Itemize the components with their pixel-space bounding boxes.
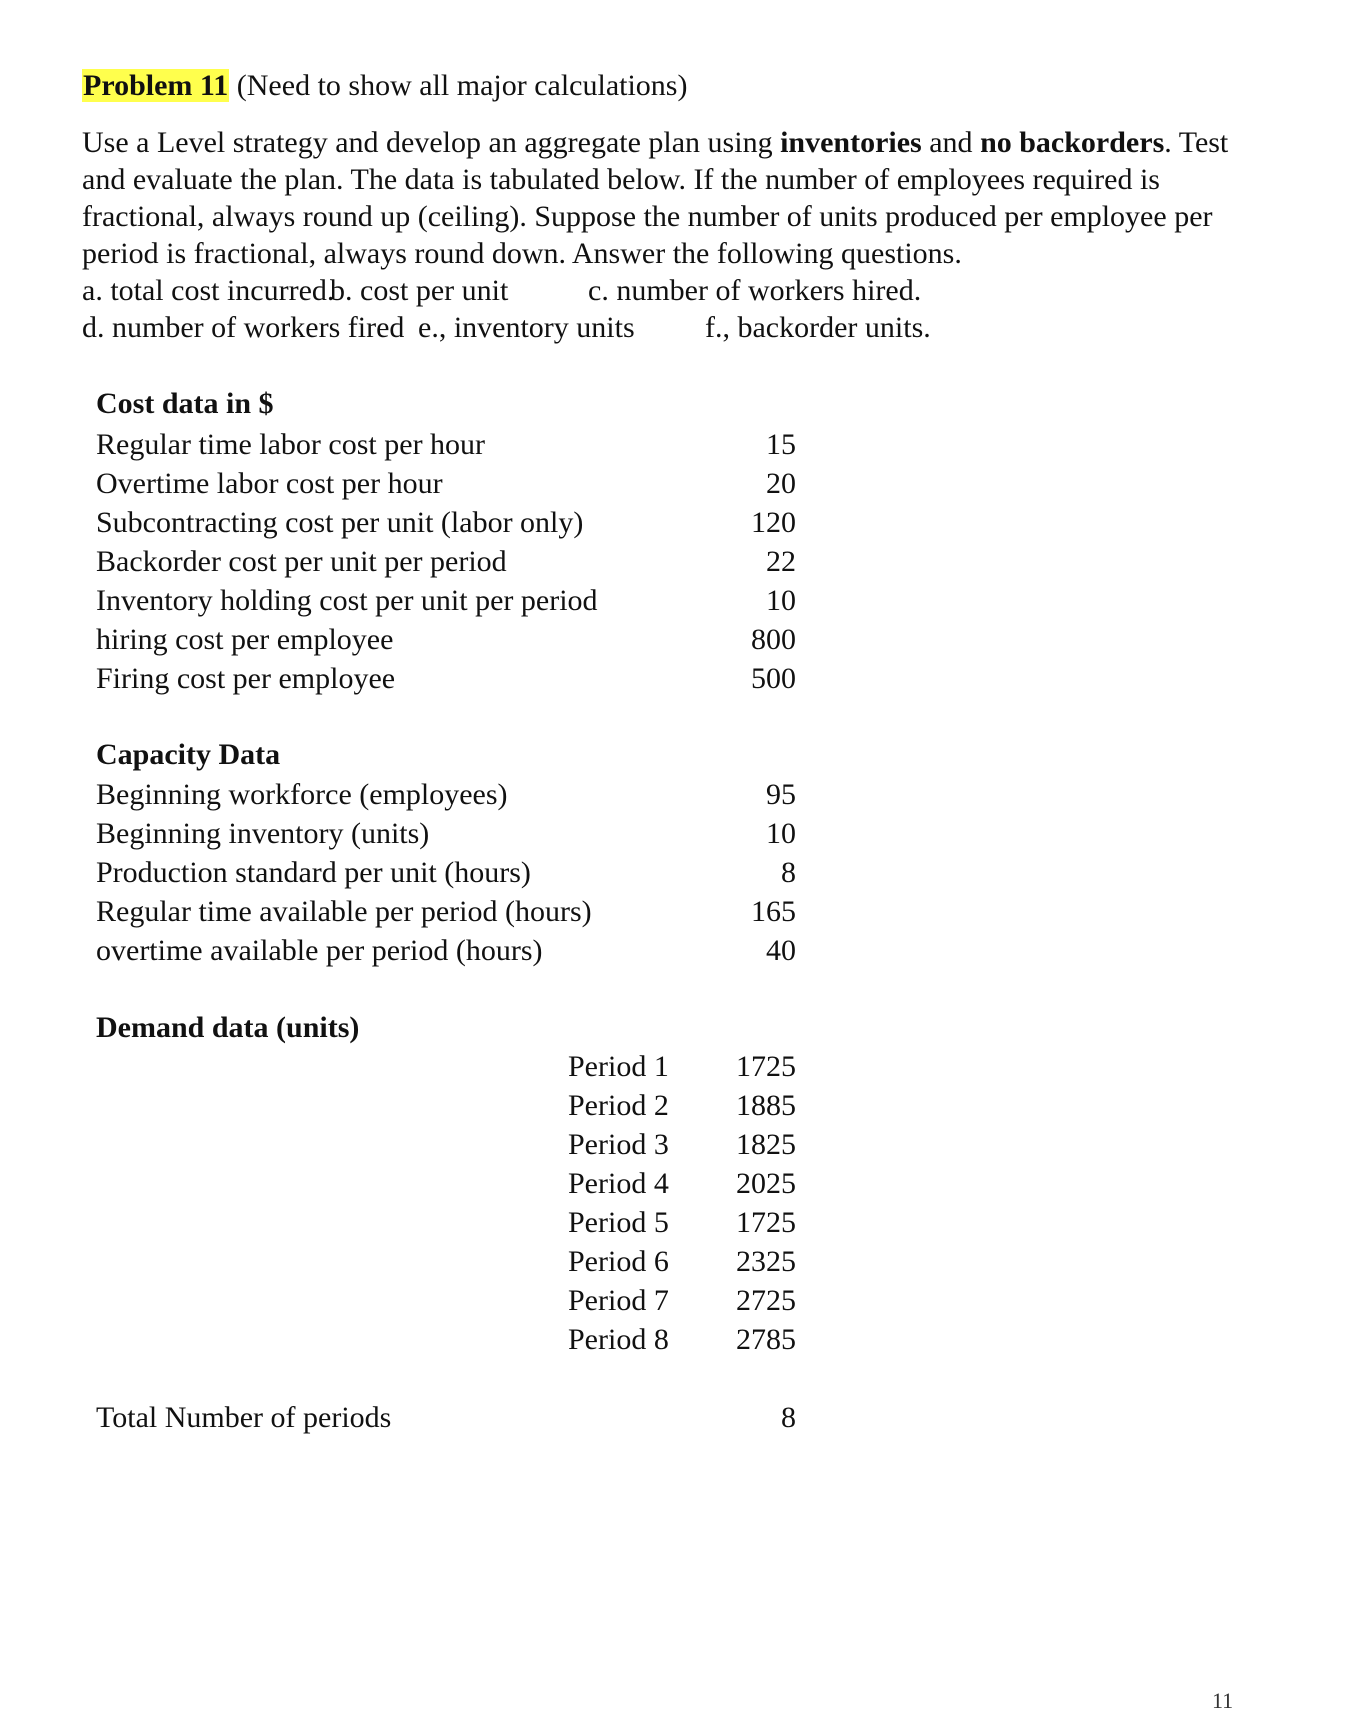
- cost-row: [96, 542, 796, 581]
- demand-row: [568, 1086, 796, 1125]
- demand-period-label: Period 4: [568, 1167, 669, 1200]
- demand-period-label: Period 6: [568, 1245, 669, 1278]
- cost-label: Firing cost per employee: [96, 662, 396, 695]
- cost-label: Inventory holding cost per unit per period: [96, 584, 598, 617]
- question-e: e., inventory units: [418, 311, 635, 344]
- cost-value: 800: [751, 623, 796, 656]
- cost-row: [96, 425, 796, 464]
- demand-period-label: Period 3: [568, 1128, 669, 1161]
- cost-label: Subcontracting cost per unit (labor only): [96, 506, 584, 539]
- demand-row: [568, 1320, 796, 1359]
- capacity-value: 10: [766, 817, 796, 850]
- cost-label: Overtime labor cost per hour: [96, 467, 443, 500]
- demand-period-label: Period 5: [568, 1206, 669, 1239]
- demand-value: 2785: [736, 1323, 796, 1356]
- demand-value: 1885: [736, 1089, 796, 1122]
- question-c: c. number of workers hired.: [588, 274, 922, 307]
- cost-value: 22: [766, 545, 796, 578]
- question-d: d. number of workers fired: [82, 311, 405, 344]
- question-line-2: [82, 309, 1262, 346]
- capacity-value: 40: [766, 934, 796, 967]
- demand-period-label: Period 1: [568, 1050, 669, 1083]
- problem-note: (Need to show all major calculations): [236, 69, 688, 102]
- page-number: 11: [1212, 1688, 1234, 1713]
- cost-value: 120: [751, 506, 796, 539]
- cost-value: 500: [751, 662, 796, 695]
- problem-label: Problem 11: [83, 69, 229, 102]
- demand-row: [568, 1281, 796, 1320]
- capacity-row: [96, 814, 796, 853]
- capacity-value: 165: [751, 895, 796, 928]
- question-line-1: [82, 272, 1262, 309]
- capacity-label: Regular time available per period (hours): [96, 895, 592, 928]
- capacity-label: Beginning inventory (units): [96, 817, 430, 850]
- question-a: a. total cost incurred.: [82, 274, 335, 307]
- demand-period-label: Period 8: [568, 1323, 669, 1356]
- total-periods-label: Total Number of periods: [96, 1401, 392, 1434]
- demand-value: 1825: [736, 1128, 796, 1161]
- capacity-row: [96, 892, 796, 931]
- instruction-bold-inventories: inventories: [780, 126, 922, 159]
- capacity-label: overtime available per period (hours): [96, 934, 543, 967]
- demand-period-label: Period 7: [568, 1284, 669, 1317]
- problem-heading: [82, 66, 687, 106]
- capacity-label: Production standard per unit (hours): [96, 856, 531, 889]
- capacity-label: Beginning workforce (employees): [96, 778, 508, 811]
- cost-row: [96, 620, 796, 659]
- capacity-row: [96, 853, 796, 892]
- capacity-value: 8: [781, 856, 796, 889]
- capacity-value: 95: [766, 778, 796, 811]
- question-b: b. cost per unit: [330, 274, 509, 307]
- demand-row: [568, 1164, 796, 1203]
- cost-row: [96, 581, 796, 620]
- total-periods-row: [96, 1398, 796, 1437]
- cost-value: 10: [766, 584, 796, 617]
- cost-row: [96, 503, 796, 542]
- problem-instructions: [82, 124, 1262, 346]
- instruction-text-2: and: [921, 126, 981, 159]
- cost-label: Regular time labor cost per hour: [96, 428, 486, 461]
- demand-row: [568, 1047, 796, 1086]
- question-f: f., backorder units.: [705, 311, 931, 344]
- demand-row: [568, 1125, 796, 1164]
- demand-data-title: Demand data (units): [96, 1011, 360, 1044]
- demand-row: [568, 1203, 796, 1242]
- cost-data-title: Cost data in $: [96, 387, 274, 420]
- cost-row: [96, 659, 796, 698]
- cost-label: hiring cost per employee: [96, 623, 394, 656]
- cost-label: Backorder cost per unit per period: [96, 545, 507, 578]
- capacity-data-title: Capacity Data: [96, 738, 281, 771]
- capacity-row: [96, 775, 796, 814]
- demand-value: 2725: [736, 1284, 796, 1317]
- demand-value: 1725: [736, 1050, 796, 1083]
- instruction-paragraph: [82, 124, 1262, 272]
- demand-row: [568, 1242, 796, 1281]
- capacity-row: [96, 931, 796, 970]
- demand-value: 2025: [736, 1167, 796, 1200]
- demand-period-label: Period 2: [568, 1089, 669, 1122]
- demand-value: 2325: [736, 1245, 796, 1278]
- cost-value: 15: [766, 428, 796, 461]
- total-periods-value: 8: [781, 1401, 796, 1434]
- instruction-bold-no-backorders: no backorders: [980, 126, 1165, 159]
- demand-value: 1725: [736, 1206, 796, 1239]
- cost-value: 20: [766, 467, 796, 500]
- cost-row: [96, 464, 796, 503]
- instruction-text-3: . Test and evaluate the plan. The data is tabulated below. If the number of employees required is fractional, always round up (ceiling). Suppose the number of units produced per employee per period is fractional, always round down. Answer the following questions.: [82, 126, 1229, 270]
- instruction-text-1: Use a Level strategy and develop an aggregate plan using: [82, 126, 781, 159]
